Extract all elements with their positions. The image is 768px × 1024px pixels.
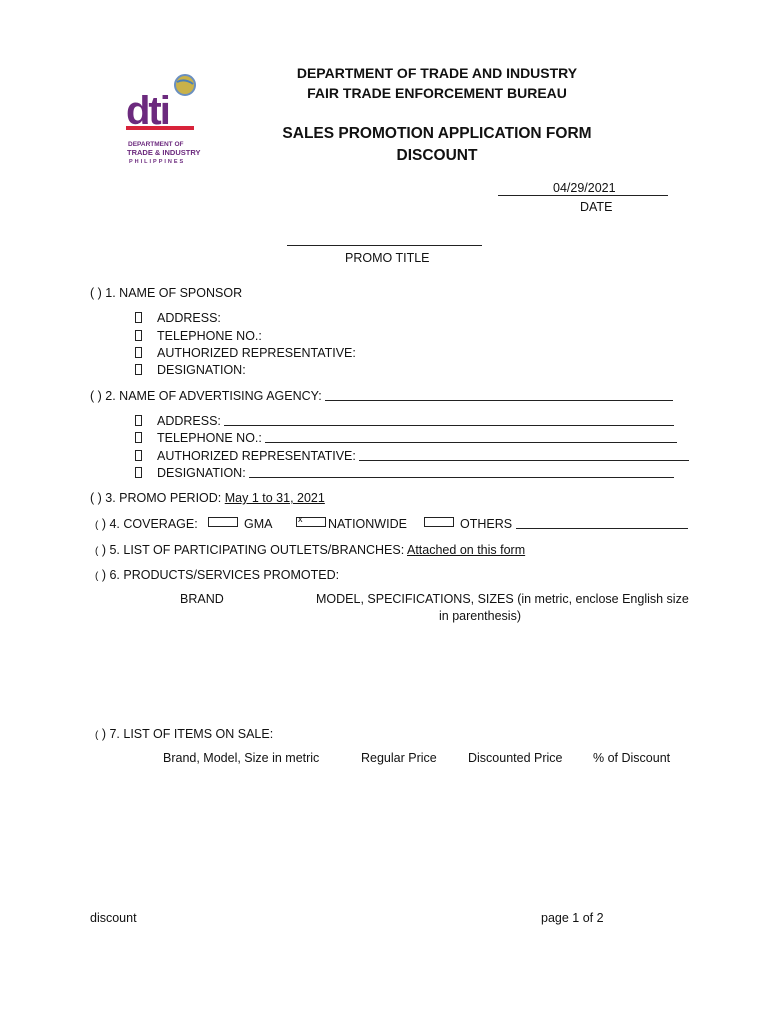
sec1-item: AUTHORIZED REPRESENTATIVE:: [135, 346, 356, 360]
checkbox-bullet-icon: [135, 364, 142, 375]
checkbox-bullet-icon: [135, 330, 142, 341]
logo-line-2: TRADE & INDUSTRY: [127, 148, 201, 157]
check-mark-icon: x: [298, 514, 303, 524]
checkbox-others[interactable]: [424, 517, 454, 527]
sec2-title-row: [90, 389, 673, 403]
col-brand: BRAND: [180, 592, 224, 606]
logo-line-1: DEPARTMENT OF: [128, 141, 184, 148]
dti-logo-graphic: [124, 72, 202, 168]
sec6-title: ) 6. PRODUCTS/SERVICES PROMOTED:: [101, 568, 340, 582]
form-subtitle: DISCOUNT: [396, 147, 478, 164]
outlets-value[interactable]: Attached on this form: [407, 543, 526, 557]
sec3-row: [90, 491, 325, 505]
agency-telephone-field[interactable]: [265, 431, 677, 443]
bureau-name: FAIR TRADE ENFORCEMENT BUREAU: [307, 85, 567, 101]
col-percent-discount: % of Discount: [593, 751, 671, 765]
sec7-row: ( ) 7. LIST OF ITEMS ON SALE:: [95, 727, 274, 741]
col-model: MODEL, SPECIFICATIONS, SIZES (in metric, enclose English size: [316, 592, 689, 606]
checkbox-gma[interactable]: [208, 517, 238, 527]
sec3-title: ( ) 3. PROMO PERIOD:: [90, 491, 222, 505]
checkbox-bullet-icon: [135, 347, 142, 358]
sec4-title: ) 4. COVERAGE:: [101, 517, 198, 531]
agency-representative-field[interactable]: [359, 449, 689, 461]
agency-designation-field[interactable]: [249, 466, 674, 478]
sec1-title: ( ) 1. NAME OF SPONSOR: [90, 286, 243, 300]
checkbox-bullet-icon: [135, 415, 142, 426]
logo-line-3: PHILIPPINES: [129, 159, 186, 165]
coverage-option-nationwide[interactable]: x NATIONWIDE: [298, 514, 407, 531]
footer-left: discount: [90, 911, 137, 925]
sec2-item: DESIGNATION:: [135, 466, 674, 480]
col-regular-price: Regular Price: [361, 751, 437, 765]
checkbox-bullet-icon: [135, 312, 142, 323]
agency-address-field[interactable]: [224, 414, 674, 426]
sec4-row: ( ) 4. COVERAGE:: [95, 517, 198, 531]
sec6-row: ( ) 6. PRODUCTS/SERVICES PROMOTED:: [95, 568, 340, 582]
checkbox-bullet-icon: [135, 450, 142, 461]
form-title: SALES PROMOTION APPLICATION FORM: [282, 125, 592, 142]
date-value: 04/29/2021: [553, 181, 616, 195]
page-number: page 1 of 2: [541, 911, 604, 925]
checkbox-bullet-icon: [135, 432, 142, 443]
sec5-row: ( ) 5. LIST OF PARTICIPATING OUTLETS/BRANCHES: Attached on this form: [95, 543, 526, 557]
promo-period-value[interactable]: May 1 to 31, 2021: [224, 491, 325, 505]
checkbox-nationwide[interactable]: [296, 514, 326, 527]
col-discounted-price: Discounted Price: [468, 751, 563, 765]
department-name: DEPARTMENT OF TRADE AND INDUSTRY: [296, 65, 578, 81]
sec1-item: DESIGNATION:: [135, 363, 246, 377]
sec7-title: ) 7. LIST OF ITEMS ON SALE:: [101, 727, 274, 741]
promo-title-field[interactable]: [287, 245, 482, 246]
date-label: DATE: [580, 200, 613, 214]
sec5-title: ) 5. LIST OF PARTICIPATING OUTLETS/BRANCHES:: [101, 543, 405, 557]
others-field[interactable]: [516, 517, 688, 529]
agency-name-field[interactable]: [325, 389, 673, 401]
checkbox-bullet-icon: [135, 467, 142, 478]
sec2-title: ( ) 2. NAME OF ADVERTISING AGENCY:: [90, 389, 322, 403]
sec1-item: ADDRESS:: [135, 311, 221, 325]
promo-title-label: PROMO TITLE: [345, 251, 430, 265]
sec2-item: AUTHORIZED REPRESENTATIVE:: [135, 449, 689, 463]
coverage-option-others[interactable]: OTHERS: [424, 517, 688, 531]
col-brand-model: Brand, Model, Size in metric: [163, 751, 320, 765]
sec2-item: TELEPHONE NO.:: [135, 431, 677, 445]
sec1-item: TELEPHONE NO.:: [135, 329, 262, 343]
dti-logo: [124, 72, 202, 168]
coverage-option-gma[interactable]: GMA: [208, 517, 272, 531]
sec2-item: ADDRESS:: [135, 414, 674, 428]
date-field[interactable]: [498, 181, 668, 196]
logo-wordmark: dti: [126, 89, 169, 133]
col-model-cont: in parenthesis): [439, 609, 521, 623]
